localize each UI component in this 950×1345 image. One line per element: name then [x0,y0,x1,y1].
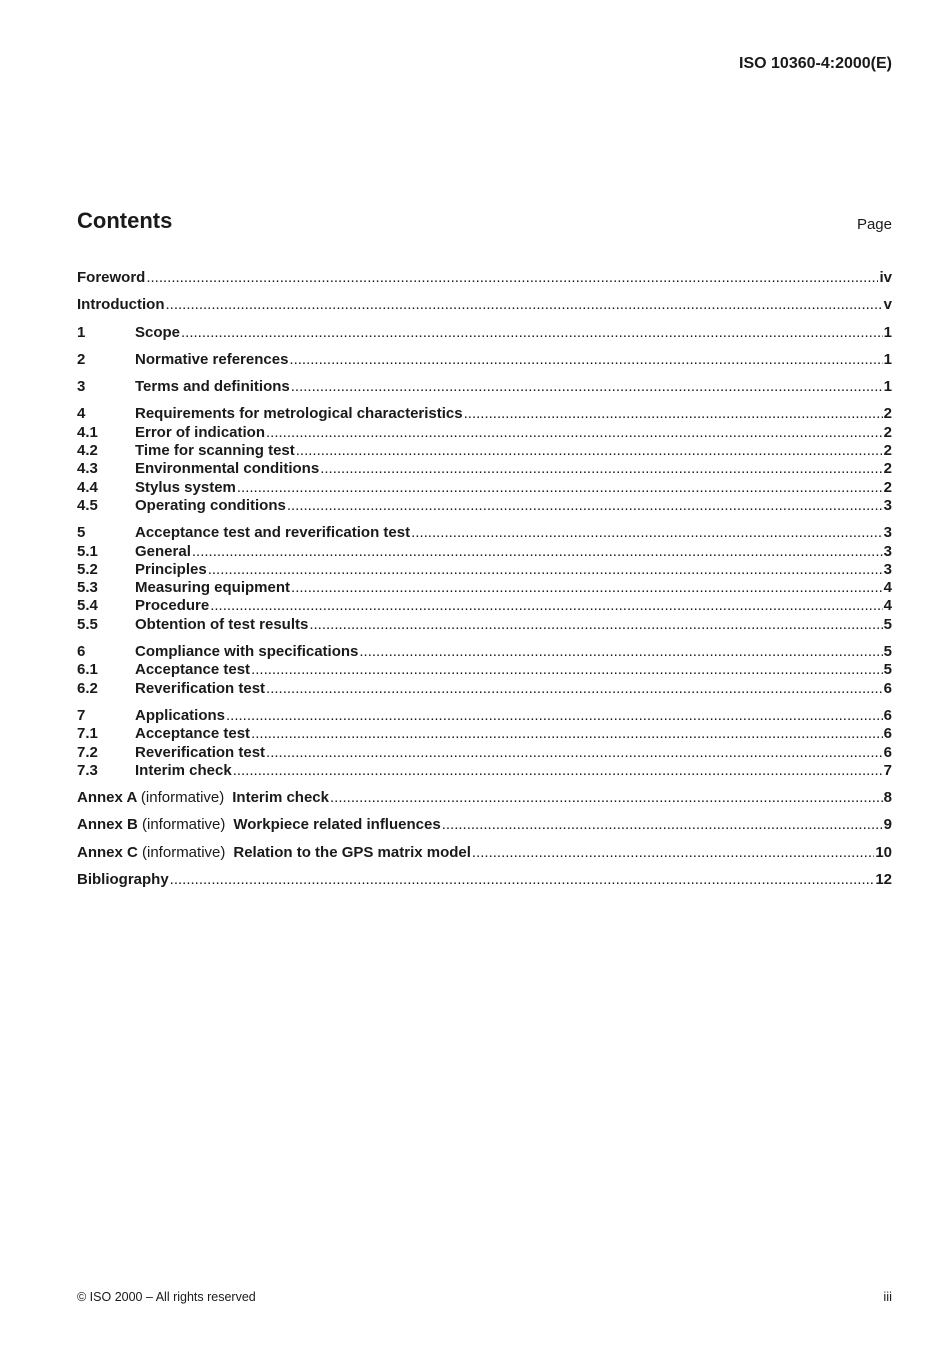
toc-dot-leader [208,561,883,578]
toc-dot-leader [291,579,883,596]
toc-entry[interactable] [77,543,892,561]
toc-entry[interactable] [77,460,892,478]
toc-entry-number: 5 [77,524,86,542]
copyright-notice: © ISO 2000 – All rights reserved [77,1290,256,1304]
toc-dot-leader [296,442,883,459]
toc-entry[interactable] [77,296,892,314]
toc-entry-title: Error of indication [135,423,266,441]
toc-entry-title: Compliance with specifications [135,643,359,661]
toc-entry-number: 3 [77,378,86,396]
toc-entry-page: 12 [875,871,892,889]
toc-entry-number: 7.2 [77,743,98,761]
toc-dot-leader [233,762,883,779]
toc-entry[interactable] [77,661,892,679]
toc-entry[interactable] [77,405,892,423]
toc-entry-number: 7.1 [77,725,98,743]
toc-entry-number: 7 [77,706,86,724]
toc-entry[interactable] [77,442,892,460]
toc-dot-leader [287,497,883,514]
toc-dot-leader [289,351,882,368]
toc-entry-number: 1 [77,323,86,341]
toc-entry-title: Introduction [77,296,165,314]
toc-dot-leader [146,269,878,286]
toc-entry-title: Stylus system [135,478,236,496]
toc-entry-page: 2 [883,460,892,478]
toc-group [77,378,892,396]
toc-dot-leader [320,460,882,477]
toc-entry-page: 4 [883,597,892,615]
toc-entry[interactable] [77,844,892,862]
toc-group [77,871,892,889]
toc-dot-leader [291,378,883,395]
toc-group [77,707,892,780]
toc-entry-title: Procedure [135,597,210,615]
toc-annex-heading [77,816,441,833]
toc-entry-number: 6.2 [77,679,98,697]
toc-entry-title: Relation to the GPS matrix model [233,843,471,861]
toc-dot-leader [464,405,883,422]
toc-entry-title: Reverification test [135,743,266,761]
toc-entry-number: 5.1 [77,542,98,560]
toc-entry[interactable] [77,643,892,661]
toc-entry-page: 5 [883,615,892,633]
toc-dot-leader [266,744,883,761]
table-of-contents [77,269,892,898]
toc-entry[interactable] [77,497,892,515]
toc-group [77,816,892,834]
toc-entry-title: Measuring equipment [135,579,291,597]
toc-entry-title: Environmental conditions [135,460,320,478]
toc-entry-title: Workpiece related influences [233,816,441,834]
toc-annex-heading [77,844,471,861]
toc-dot-leader [251,661,883,678]
toc-entry-number: 5.2 [77,560,98,578]
toc-entry-title: Normative references [135,350,289,368]
toc-entry-title: Foreword [77,269,146,286]
toc-dot-leader [170,871,875,888]
toc-group [77,789,892,807]
toc-entry-number: 2 [77,350,86,368]
toc-dot-leader [472,844,874,861]
toc-entry-number: 5.5 [77,615,98,633]
toc-entry-page: 6 [883,679,892,697]
toc-annex-label: Annex B [77,816,138,834]
toc-entry[interactable] [77,424,892,442]
document-reference: ISO 10360-4:2000(E) [739,55,892,72]
toc-entry-number: 4.5 [77,496,98,514]
toc-entry[interactable] [77,579,892,597]
toc-dot-leader [210,597,882,614]
toc-group [77,643,892,698]
toc-entry-page: 4 [883,579,892,597]
toc-entry[interactable] [77,816,892,834]
toc-entry-page: 2 [883,478,892,496]
toc-dot-leader [359,643,882,660]
toc-entry-title: General [135,542,191,560]
toc-entry-number: 4.3 [77,460,98,478]
toc-entry-title: Principles [135,560,207,578]
toc-entry[interactable] [77,378,892,396]
toc-entry[interactable] [77,871,892,889]
toc-dot-leader [181,324,883,341]
toc-entry-page: 6 [883,725,892,743]
toc-entry-title: Acceptance test [135,661,251,679]
toc-entry-title: Acceptance test and reverification test [135,524,411,542]
toc-dot-leader [330,789,883,806]
toc-annex-heading [77,789,329,806]
toc-dot-leader [192,543,883,560]
toc-entry[interactable] [77,762,892,780]
toc-group [77,844,892,862]
toc-entry-number: 6.1 [77,661,98,679]
toc-entry[interactable] [77,744,892,762]
toc-entry-number: 5.3 [77,579,98,597]
toc-entry[interactable] [77,561,892,579]
toc-entry-number: 4.2 [77,442,98,460]
toc-entry-title: Scope [135,323,181,341]
toc-entry-number: 6 [77,643,86,661]
toc-annex-note: (informative) [140,789,225,807]
toc-group [77,269,892,287]
toc-entry-number: 5.4 [77,597,98,615]
toc-annex-note: (informative) [142,816,226,834]
toc-group [77,296,892,314]
toc-group [77,351,892,369]
toc-entry-title: Bibliography [77,871,169,889]
toc-entry-page: 2 [883,423,892,441]
page-title: Contents [77,208,173,233]
toc-entry-page: 6 [883,706,892,724]
toc-entry[interactable] [77,616,892,634]
toc-entry[interactable] [77,597,892,615]
toc-entry-page: iv [879,269,892,286]
toc-entry[interactable] [77,351,892,369]
toc-entry-title: Interim check [232,789,329,807]
toc-entry-page: 5 [883,643,892,661]
toc-entry[interactable] [77,707,892,725]
toc-entry-page: 7 [883,761,892,779]
toc-entry[interactable] [77,269,892,287]
toc-entry-number: 7.3 [77,761,98,779]
toc-entry-title: Requirements for metrological characteristics [135,405,463,423]
toc-entry-page: 1 [883,350,892,368]
toc-entry-title: Interim check [135,761,232,779]
toc-entry-title: Reverification test [135,679,266,697]
toc-entry-page: 3 [883,560,892,578]
page-column-label: Page [856,216,892,233]
toc-entry[interactable] [77,680,892,698]
toc-dot-leader [226,707,883,724]
toc-annex-label: Annex A [77,789,137,807]
toc-group [77,324,892,342]
toc-entry-page: 3 [883,542,892,560]
toc-entry-page: 6 [883,743,892,761]
toc-dot-leader [237,479,883,496]
toc-dot-leader [165,296,882,313]
footer-page-number: iii [883,1289,892,1304]
toc-entry-title: Operating conditions [135,496,286,514]
toc-entry-page: 1 [883,378,892,396]
toc-entry[interactable] [77,524,892,542]
toc-entry-page: 8 [883,789,892,807]
toc-entry-page: v [883,296,892,314]
toc-entry[interactable] [77,324,892,342]
toc-dot-leader [442,816,883,833]
toc-entry-number: 4 [77,405,86,423]
toc-group [77,524,892,634]
toc-dot-leader [251,725,883,742]
toc-dot-leader [266,680,883,697]
toc-group [77,405,892,515]
toc-entry-page: 2 [883,442,892,460]
toc-entry-page: 5 [883,661,892,679]
toc-entry[interactable] [77,725,892,743]
toc-entry-page: 10 [875,843,892,861]
toc-entry-page: 2 [883,405,892,423]
toc-dot-leader [309,616,882,633]
toc-dot-leader [411,524,883,541]
toc-entry-page: 1 [883,323,892,341]
toc-entry-page: 9 [883,816,892,834]
toc-entry-page: 3 [883,524,892,542]
toc-dot-leader [266,424,883,441]
toc-entry[interactable] [77,479,892,497]
toc-entry-title: Time for scanning test [135,442,295,460]
toc-entry-number: 4.4 [77,478,98,496]
toc-entry-number: 4.1 [77,423,98,441]
toc-entry-title: Terms and definitions [135,378,290,396]
toc-annex-note: (informative) [142,843,226,861]
toc-entry-title: Applications [135,706,226,724]
toc-entry-page: 3 [883,496,892,514]
toc-entry[interactable] [77,789,892,807]
toc-annex-label: Annex C [77,843,138,861]
toc-entry-title: Acceptance test [135,725,251,743]
toc-entry-title: Obtention of test results [135,615,309,633]
